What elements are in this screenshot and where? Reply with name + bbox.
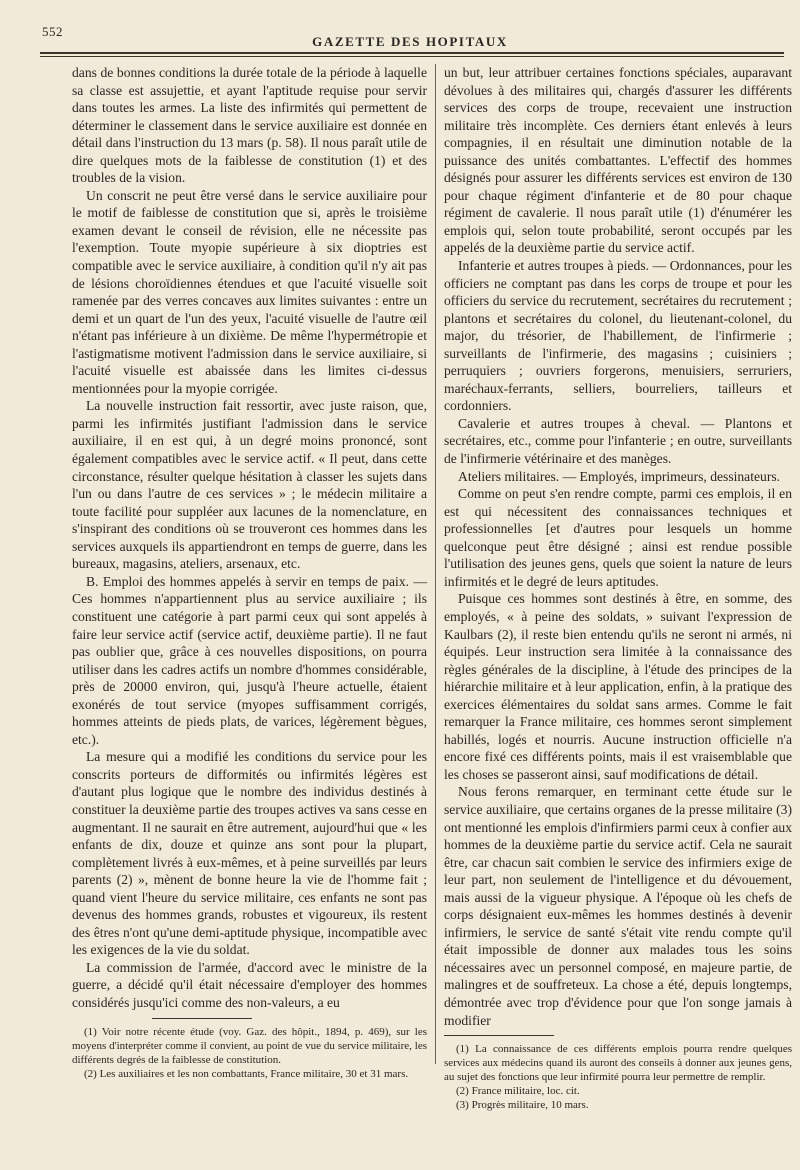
left-paragraph-6: La commission de l'armée, d'accord avec le ministre de la guerre, a décidé qu'il était nécessaire d'employer des hommes considérés jusqu'ici comme des non-valeurs, a eu: [72, 959, 427, 1010]
left-paragraph-5: La mesure qui a modifié les conditions du service pour les conscrits porteurs de difformités ou infirmités légères est d'autant plus logique que le nombre des individus destinés à constituer la deuxième partie des troupes actives va sans cesse en augmentant. Il ne saurait en être autrement, aujourd'hui que « les enfants de dix, douze et quinze ans sont pour la plupart, complètement livrés à eux-mêmes, et à peine surveillés par leurs parents (2) », mènent de bonne heure la vie de l'homme fait ; quand vient l'heure du service militaire, ces enfants ne sont pas devenus des hommes grands, robustes et vigoureux, ils restent des êtres n'ont qu'une demi-aptitude physique, incompatible avec les exigences de la vie du soldat.: [72, 749, 427, 958]
right-column: [444, 64, 792, 1112]
left-column: [72, 64, 427, 1081]
page-header: [40, 26, 780, 50]
page-number: 552: [42, 24, 63, 39]
right-footnote-2: (2) France militaire, loc. cit.: [456, 1085, 580, 1098]
right-paragraph-5: Comme on peut s'en rendre compte, parmi ces emplois, il en est qui nécessitent des connaissances techniques et professionnelles [et d'autres pour lesquels un homme quelconque peut être désigné ; ainsi est rendue possible l'utilisation des jeunes gens, quels que soient la nature de leurs infirmités et le degré de leurs aptitudes.: [444, 486, 792, 589]
left-footnotes: [72, 1025, 427, 1081]
left-footnote-1: (1) Voir notre récente étude (voy. Gaz. des hôpit., 1894, p. 469), sur les moyens d'interpréter comme il convient, au point de vue du service militaire, les différents degrés de la faiblesse de constitution.: [72, 1025, 427, 1066]
left-paragraph-4: B. Emploi des hommes appelés à servir en temps de paix. — Ces hommes n'appartiennent plus au service auxiliaire ; ils constituent une catégorie à part parmi ceux qui sont appelés à faire leur service actif (service actif, deuxième partie). Il ne faut pas oublier que, grâce à ces nouvelles dispositions, on pourra utiliser dans les cadres actifs un nombre d'hommes considérable, près de 20000 environ, qui, jusqu'à l'heure actuelle, étaient exonérés de tout service (myopes suffisamment corrigés, hommes atteints de pieds plats, de varices, légèrement bègues, etc.).: [72, 573, 427, 747]
right-footnote-3: (3) Progrès militaire, 10 mars.: [456, 1099, 589, 1112]
left-paragraph-2: Un conscrit ne peut être versé dans le service auxiliaire pour le motif de faiblesse de constitution que si, après le troisième examen devant le conseil de révision, elle ne nécessite pas l'exemption. Toute myopie supérieure à six dioptries est compatible avec le service auxiliaire, à condition qu'il n'y ait pas de lésions choroïdiennes étendues et que l'acuité visuelle soit ramenée par des verres concaves aux limites suivantes : entre un demi et un quart de l'un des yeux, l'acuité visuelle de l'autre œil n'étant pas inférieure à un dixième. De même l'hypermétropie et l'astigmatisme motivent l'admission dans le service auxiliaire, si l'acuité visuelle est abaissée dans les limites ci-dessus mentionnées pour la myopie corrigée.: [72, 187, 427, 396]
left-paragraph-3: La nouvelle instruction fait ressortir, avec juste raison, que, parmi les infirmités justifiant l'admission dans le service auxiliaire, il en est qui, à un degré moins prononcé, sont également compatibles avec le service actif. « Il peut, dans cette circonstance, résulter quelque hésitation à classer les sujets dans l'un ou dans l'autre de ces services » ; le médecin militaire a toute facilité pour suppléer aux lacunes de la nomenclature, en s'inspirant des conditions où se trouveront ces hommes dans les services auxquels ils appartiendront en temps de guerre, dans les bureaux, magasins, ateliers, arsenaux, etc.: [72, 398, 427, 572]
left-footnote-rule: [152, 1018, 252, 1019]
right-paragraph-7: Nous ferons remarquer, en terminant cette étude sur le service auxiliaire, que certains organes de la presse militaire (3) ont mentionné les emplois d'infirmiers parmi ceux à confier aux hommes de la deuxième partie du service actif. Cela ne saurait être, car chacun sait combien le service des infirmiers exige de leur part, non seulement de l'intelligence et du dévouement, mais aussi de la vigueur physique. A l'époque où les chefs de corps désignaient eux-mêmes les hommes destinés à devenir infirmiers, le service de santé s'était vite rendu compte qu'il était impossible de donner aux malades tous les soins nécessaires avec un personnel composé, en majeure partie, de malingres et de souffreteux. La chose a été, depuis longtemps, démontrée avec trop d'évidence pour que l'on songe jamais à modifier: [444, 784, 792, 1028]
right-paragraph-2: Infanterie et autres troupes à pieds. — Ordonnances, pour les officiers ne comptant pas dans les corps de troupe et pour les officiers du service du recrutement, secrétaires du recrutement ; plantons et secrétaires du colonel, du lieutenant-colonel, du major, du trésorier, de l'habillement, de l'infirmerie ; surveillants de l'infirmerie, des magasins ; cuisiniers ; perruquiers ; ouvriers forgerons, menuisiers, serruriers, maréchaux-ferrants, selliers, bourreliers, tailleurs et cordonniers.: [444, 258, 792, 414]
header-rule-thin: [40, 56, 784, 57]
header-rule: [40, 52, 784, 54]
left-paragraph-1: dans de bonnes conditions la durée totale de la période à laquelle sa classe est assujettie, et ayant l'aptitude requise pour servir dans toutes les armes. La liste des infirmités qui permettent de déterminer le classement dans le service auxiliaire est donnée en détail dans l'instruction du 13 mars (p. 58). Il nous paraît utile de dire quelques mots de la faiblesse de constitution (1) et des troubles de la vision.: [72, 65, 427, 186]
right-footnote-1: (1) La connaissance de ces différents emplois pourra rendre quelques services aux médecins quand ils auront des conseils à donner aux jeunes gens, au sujet des fonctions que leur infirmité pourra leur permettre de remplir.: [444, 1043, 792, 1084]
right-paragraph-3: Cavalerie et autres troupes à cheval. — Plantons et secrétaires, etc., comme pour l'infanterie ; en outre, surveillants de l'infirmerie vétérinaire et des manèges.: [444, 415, 792, 467]
right-paragraph-1: un but, leur attribuer certaines fonctions spéciales, auparavant dévolues à des militaires qui, chargés d'assurer les différents services des corps de troupe, recevaient une instruction militaire très incomplète. Ces derniers étant enlevés à leurs compagnies, il en résultait une diminution notable de la puissance des unités combattantes. L'effectif des hommes désignés pour assurer les différents services est environ de 130 pour chaque régiment d'infanterie et de 80 pour chaque régiment de cavalerie. Il nous paraît utile (1) d'énumérer les emplois qui, selon toute probabilité, seront occupés par les appelés de la deuxième partie du service actif.: [444, 65, 792, 256]
right-paragraph-6: Puisque ces hommes sont destinés à être, en somme, des employés, « à peine des soldats, » suivant l'expression de Kaulbars (2), il reste bien entendu qu'ils ne seront ni armés, ni équipés. Leur instruction sera limitée à la connaissance des règles générales de la discipline, à l'étude des principes de la hiérarchie militaire et à leur application, enfin, à la pratique des exercices élémentaires du soldat sans armes. Comme le fait remarquer la France militaire, ces hommes seront simplement habillés, logés et nourris. Aucune instruction officielle n'a encore fixé ces différents points, mais il est vraisemblable que les choses se passeront ainsi, sauf modifications de détail.: [444, 591, 792, 782]
left-footnote-2: (2) Les auxiliaires et les non combattants, France militaire, 30 et 31 mars.: [84, 1067, 409, 1080]
column-divider: [435, 64, 436, 1064]
right-footnotes: [444, 1042, 792, 1112]
right-footnote-rule: [444, 1035, 554, 1036]
right-paragraph-4: Ateliers militaires. — Employés, imprimeurs, dessinateurs.: [458, 468, 781, 484]
running-title: GAZETTE DES HOPITAUX: [312, 34, 508, 49]
